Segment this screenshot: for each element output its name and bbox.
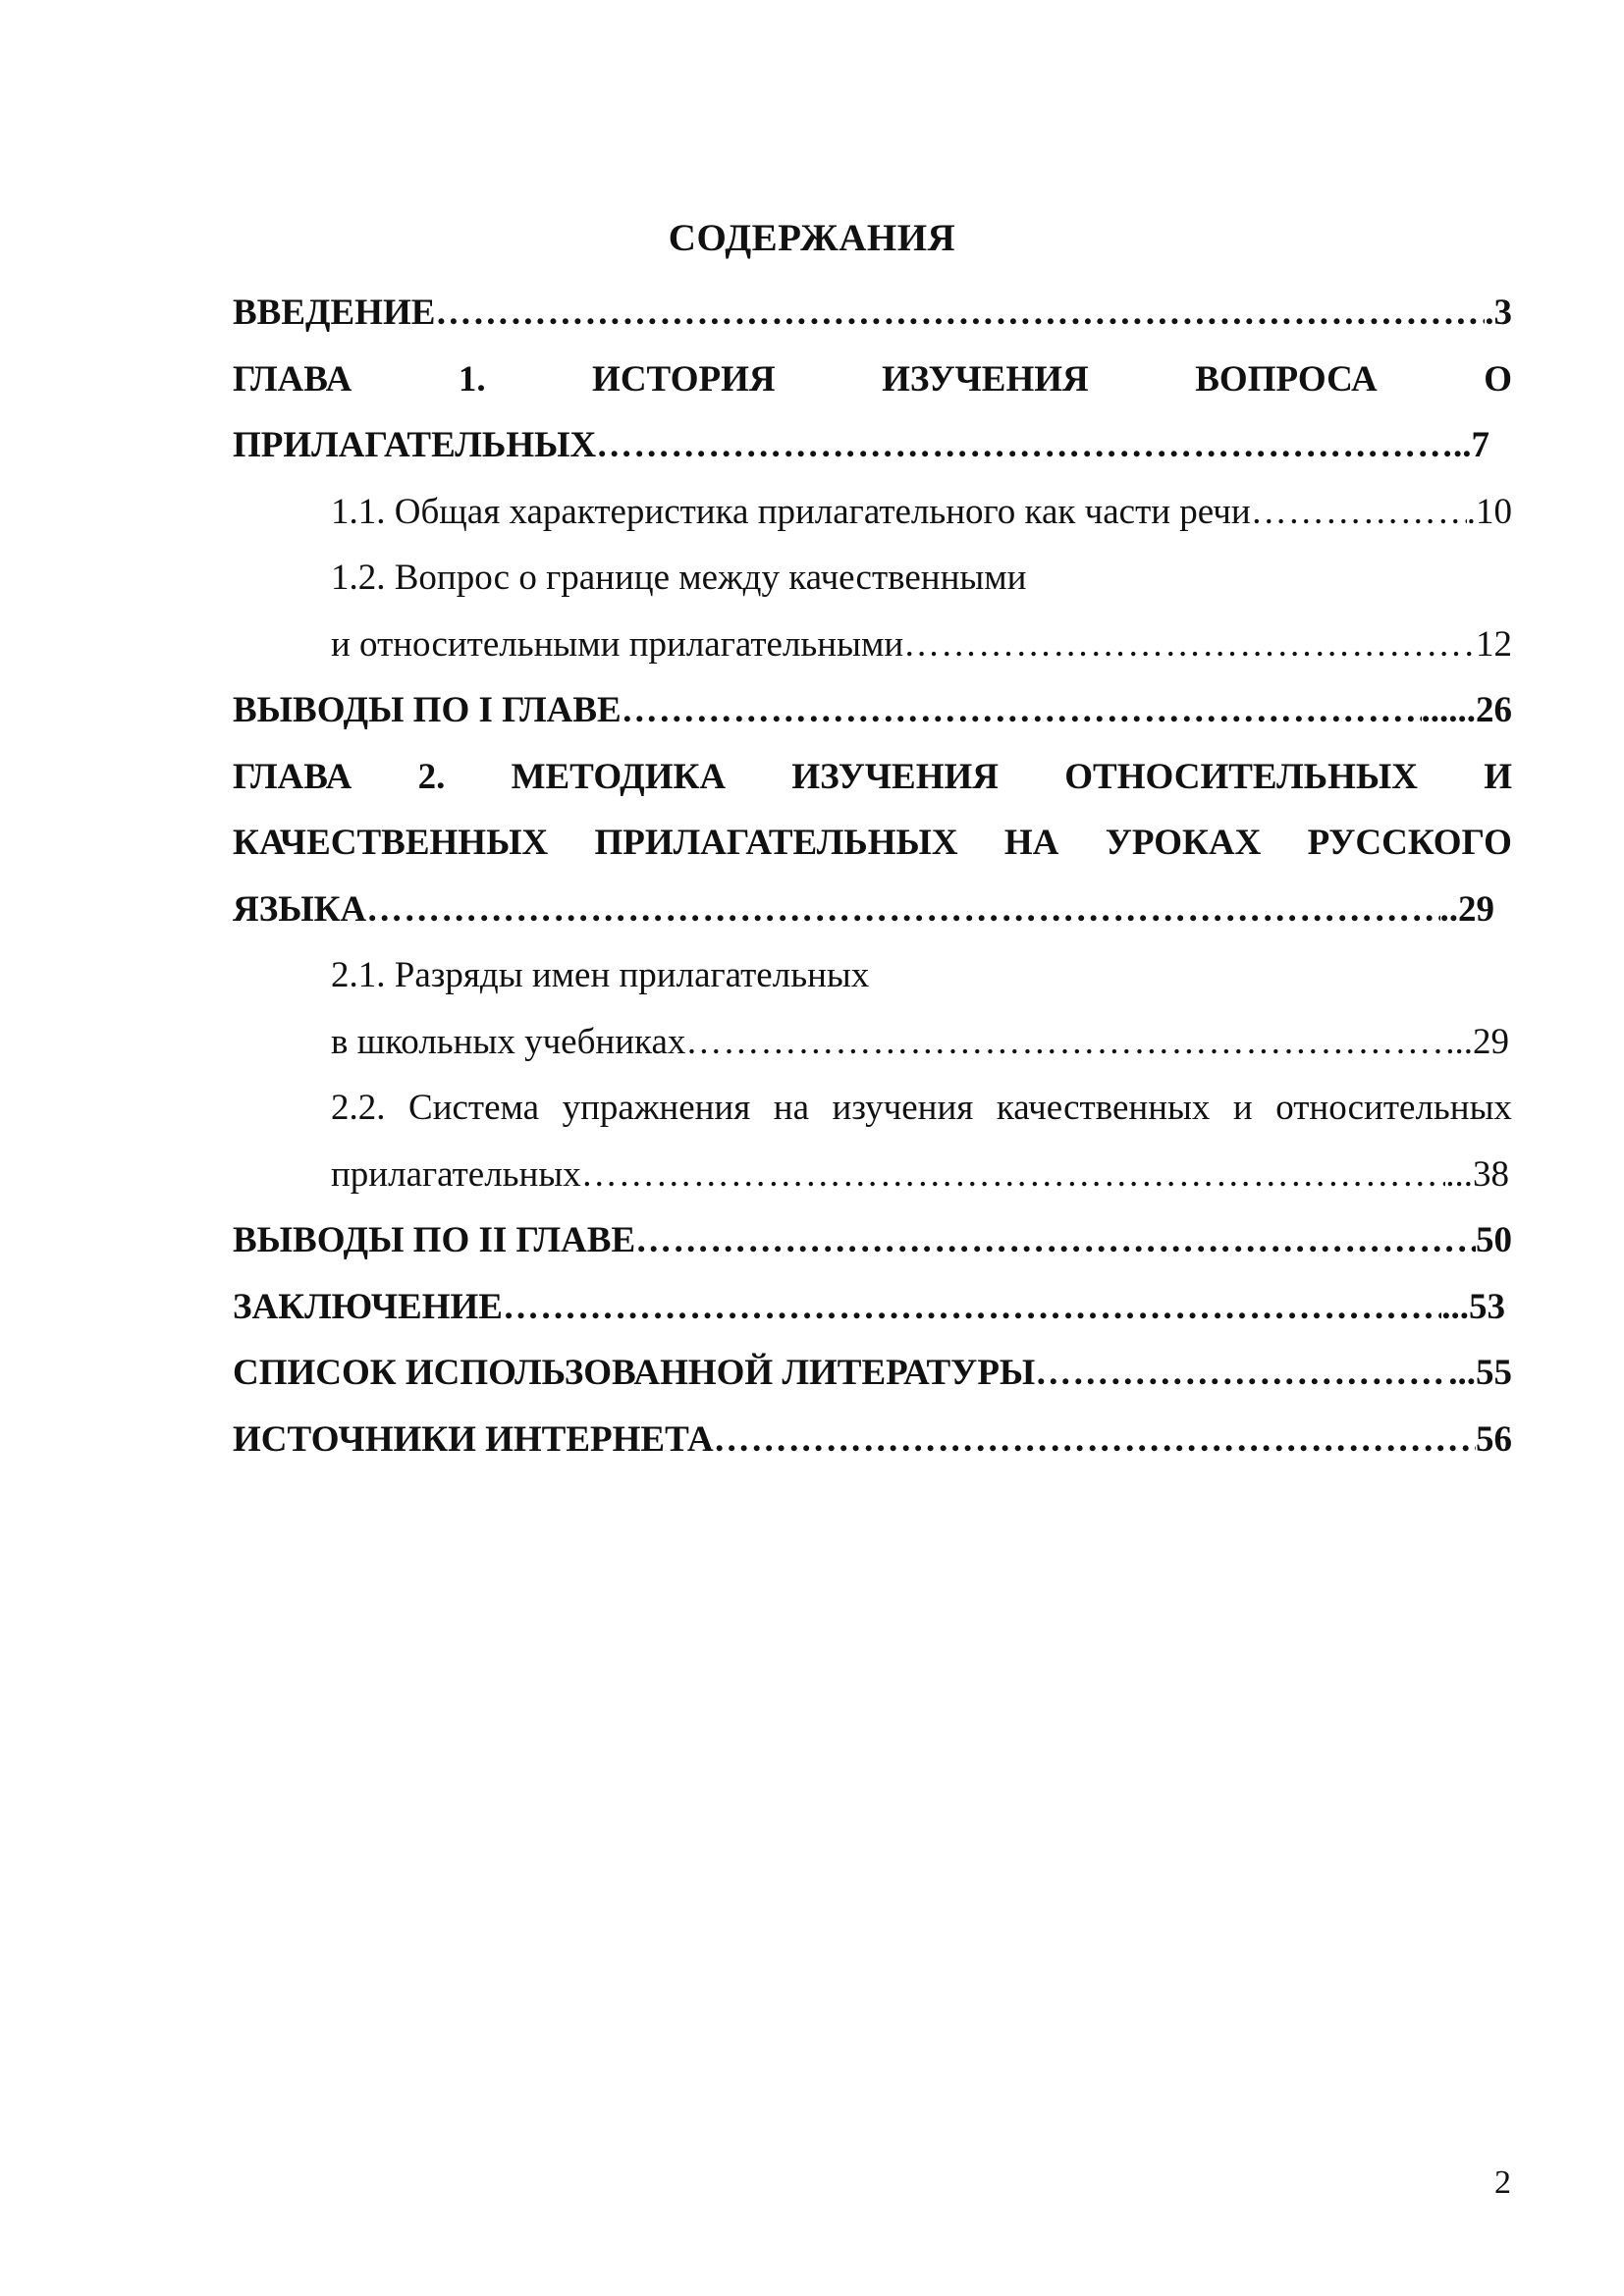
- toc-entry-chapter-2[interactable]: [233, 744, 1512, 811]
- toc-entry-intro[interactable]: [233, 280, 1512, 347]
- toc-word: изучения: [832, 1088, 974, 1128]
- dot-leader: [1251, 479, 1467, 546]
- toc-word: ИЗУЧЕНИЯ: [882, 358, 1089, 400]
- toc-entry-section-1-1[interactable]: [233, 479, 1512, 546]
- toc-entry-conclusions-1[interactable]: [233, 677, 1512, 744]
- toc-word: КАЧЕСТВЕННЫХ: [233, 823, 549, 863]
- dot-leader: [435, 280, 1485, 347]
- toc-entry-section-2-2-continued[interactable]: [233, 1142, 1509, 1208]
- toc-entry-label: ВЫВОДЫ ПО II ГЛАВЕ: [233, 1220, 636, 1260]
- toc-word: НА: [1003, 823, 1059, 863]
- toc-word: УРОКАХ: [1105, 823, 1262, 863]
- toc-word: МЕТОДИКА: [511, 756, 727, 797]
- dot-leader: [622, 677, 1422, 744]
- toc-entry-label: 2.1. Разряды имен прилагательных: [331, 955, 870, 995]
- toc-entry-label: ВЫВОДЫ ПО I ГЛАВЕ: [233, 690, 622, 730]
- toc-entry-label: 1.1. Общая характеристика прилагательного как части речи: [331, 491, 1251, 532]
- toc-entry-page: 56: [1476, 1418, 1512, 1460]
- toc-entry-page: .3: [1485, 293, 1512, 333]
- dot-leader: [503, 1274, 1441, 1341]
- dot-leader: [685, 1009, 1445, 1076]
- toc-entry-page: .10: [1466, 491, 1512, 532]
- toc-entry-internet-sources[interactable]: [233, 1407, 1512, 1473]
- toc-word: ГЛАВА: [233, 358, 352, 400]
- toc-word: относительных: [1275, 1088, 1512, 1128]
- toc-entry-label: 1.2. Вопрос о границе между качественными: [331, 558, 1027, 598]
- toc-entry-page: ..7: [1453, 425, 1489, 465]
- toc-entry-page: ...55: [1448, 1353, 1512, 1393]
- dot-leader: [1035, 1340, 1448, 1407]
- toc-entry-chapter-1-continued[interactable]: [233, 412, 1489, 479]
- toc-entry-page: ..29: [1439, 888, 1494, 930]
- toc-entry-label: ЗАКЛЮЧЕНИЕ: [233, 1286, 503, 1327]
- toc-word: ПРИЛАГАТЕЛЬНЫХ: [594, 823, 958, 863]
- dot-leader: [581, 1142, 1446, 1208]
- toc-entry-page: ...38: [1445, 1153, 1509, 1195]
- dot-leader: [635, 1207, 1476, 1274]
- toc-title: СОДЕРЖАНИЯ: [668, 217, 956, 259]
- toc-entry-section-1-2[interactable]: [233, 545, 1512, 612]
- toc-word: качественных: [996, 1088, 1211, 1128]
- toc-entry-chapter-2-continued[interactable]: [233, 810, 1512, 877]
- dot-leader: [903, 612, 1476, 678]
- toc-word: и: [1232, 1088, 1253, 1128]
- toc-word: 2.2.: [331, 1088, 386, 1128]
- toc-entry-label: ЯЗЫКА: [233, 888, 367, 930]
- toc-word: ОТНОСИТЕЛЬНЫХ: [1064, 756, 1418, 797]
- toc-entry-label: СПИСОК ИСПОЛЬЗОВАННОЙ ЛИТЕРАТУРЫ: [233, 1353, 1036, 1393]
- toc-entry-label: ВВЕДЕНИЕ: [233, 293, 436, 333]
- toc-word: ИЗУЧЕНИЯ: [791, 756, 999, 797]
- dot-leader: [366, 877, 1439, 943]
- toc-word: ГЛАВА: [233, 756, 352, 797]
- page-number: 2: [1494, 2164, 1511, 2201]
- toc-word: на: [773, 1088, 809, 1128]
- dot-leader: [596, 412, 1453, 479]
- toc-entry-label: в школьных учебниках: [331, 1021, 686, 1062]
- toc-word: упражнения: [562, 1088, 751, 1128]
- toc-entry-label: ИСТОЧНИКИ ИНТЕРНЕТА: [233, 1418, 714, 1460]
- table-of-contents: [233, 280, 1512, 1472]
- toc-entry-section-2-1[interactable]: [233, 942, 1512, 1009]
- toc-entry-conclusions-2[interactable]: [233, 1207, 1512, 1274]
- toc-entry-label: ПРИЛАГАТЕЛЬНЫХ: [233, 425, 597, 465]
- toc-entry-chapter-1[interactable]: [233, 347, 1512, 413]
- toc-entry-section-2-2[interactable]: [233, 1075, 1512, 1142]
- toc-entry-chapter-2-end[interactable]: [233, 877, 1494, 943]
- toc-word: Система: [408, 1088, 540, 1128]
- toc-entry-page: 12: [1476, 623, 1512, 665]
- toc-entry-page: ...53: [1441, 1286, 1505, 1327]
- toc-entry-page: ...29: [1445, 1021, 1509, 1062]
- toc-word: ИСТОРИЯ: [592, 358, 776, 400]
- toc-entry-page: ......26: [1421, 690, 1512, 730]
- toc-word: И: [1484, 756, 1512, 797]
- toc-word: 2.: [417, 756, 446, 797]
- toc-word: О: [1484, 358, 1512, 400]
- toc-entry-references[interactable]: [233, 1340, 1512, 1407]
- toc-word: ВОПРОСА: [1195, 358, 1378, 400]
- toc-entry-section-1-2-continued[interactable]: [233, 612, 1512, 678]
- toc-entry-section-2-1-continued[interactable]: [233, 1009, 1509, 1076]
- toc-word: РУССКОГО: [1307, 823, 1512, 863]
- toc-entry-page: 50: [1476, 1220, 1512, 1260]
- toc-entry-label: прилагательных: [331, 1153, 581, 1195]
- dot-leader: [714, 1407, 1476, 1473]
- toc-word: 1.: [458, 358, 486, 400]
- toc-entry-conclusion[interactable]: [233, 1274, 1505, 1341]
- toc-entry-label: и относительными прилагательными: [331, 623, 904, 665]
